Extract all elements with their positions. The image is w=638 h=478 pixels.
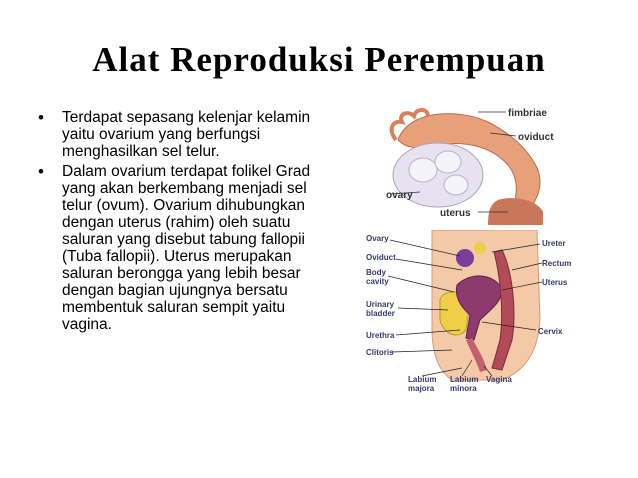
bullet-item-2: • Dalam ovarium terdapat folikel Grad yang akan berkembang menjadi sel telur (ovum). Ovarium dihubungkan dengan uterus (rahim) oleh suatu saluran yang disebut tabung fallopii (Tuba fallopii). Uterus merupakan saluran berongga yang lebih besar dengan bagian ujungnya bersatu membentuk saluran sempit yaitu vagina. [38,163,318,333]
label-vagina: Vagina [486,375,512,384]
bullet-item-1: • Terdapat sepasang kelenjar kelamin yaitu ovarium yang berfungsi menghasilkan sel telur. [38,109,318,160]
label-minora: minora [450,384,477,393]
label-labium-majora: Labium [408,375,437,384]
pelvic-yellow-shape [474,242,486,254]
label-majora: majora [408,384,435,393]
label-clitoris: Clitoris [366,348,394,357]
slide-title: Alat Reproduksi Perempuan [92,40,546,79]
label-urethra: Urethra [366,331,395,340]
label-oviduct: oviduct [518,132,554,143]
label-cervix: Cervix [538,327,563,336]
label-rectum: Rectum [542,259,572,268]
reproductive-system-cross-section [362,230,572,398]
label-bladder: bladder [366,309,395,318]
label-uterus: uterus [440,208,471,219]
ovary-follicle [435,151,461,173]
label-urinary: Urinary [366,300,395,309]
label-fimbriae: fimbriae [508,108,547,119]
label-oviduct: Oviduct [366,253,396,262]
ovary-follicle [409,158,437,182]
label-cavity: cavity [366,277,389,286]
ovary-shape [456,249,474,267]
bullet-list [38,109,318,336]
label-ureter: Ureter [542,239,566,248]
ovary-follicle [444,175,468,195]
label-body: Body [366,268,386,277]
ovary-oviduct-illustration [378,100,588,225]
label-ovary: Ovary [366,234,389,243]
label-ovary: ovary [386,190,413,201]
label-labium-minora: Labium [450,375,479,384]
label-uterus: Uterus [542,278,568,287]
